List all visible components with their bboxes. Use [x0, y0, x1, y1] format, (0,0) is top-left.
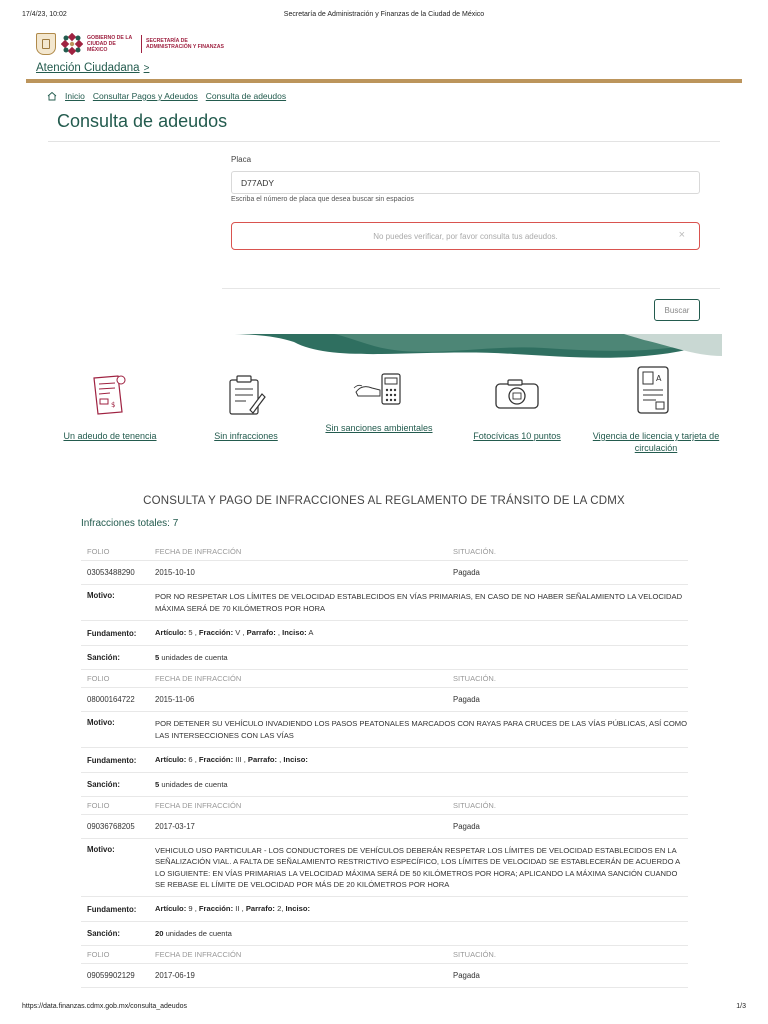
service-label-ambientales[interactable]: Sin sanciones ambientales	[325, 423, 433, 433]
motivo-label: Motivo:	[87, 718, 115, 727]
car-smog-icon	[352, 368, 412, 410]
fundamento-label: Fundamento:	[87, 628, 137, 638]
col-folio: FOLIO	[87, 801, 110, 810]
breadcrumb-consultar[interactable]: Consultar Pagos y Adeudos	[92, 91, 198, 101]
service-label-fotocivicas[interactable]: Fotocívicas 10 puntos	[473, 431, 561, 441]
fundamento-row	[81, 621, 688, 646]
service-fotocivicas[interactable]	[452, 366, 582, 456]
logo-divider	[141, 35, 142, 53]
atencion-ciudadana-link[interactable]	[36, 62, 149, 74]
fecha-value: 2017-06-19	[155, 971, 195, 980]
home-icon[interactable]	[47, 91, 57, 101]
motivo-label: Motivo:	[87, 591, 115, 600]
col-situacion: SITUACIÓN.	[453, 674, 496, 683]
motivo-row	[81, 712, 688, 748]
close-icon[interactable]: ×	[678, 229, 685, 241]
motivo-value: VEHICULO USO PARTICULAR - LOS CONDUCTORES DE VEHÍCULOS DEBERÁN RESPETAR LOS LÍMITES DE VELOCIDAD ESTABLECIDOS EN LA SEÑALIZACIÓN VIAL. A FALTA DE SEÑALAMIENTO RESTRICTIVO ESPECÍFICO, LOS LÍMITES DE VELOCIDAD SE ESTABLECERÁN DE ACUERDO A LO SIGUIENTE: EN VÍAS PRIMARIAS LA VELOCIDAD MÁXIMA SERÁ DE 50 KILÓMETROS POR HORA; APLICANDO LA MÁXIMA SANCIÓN CUANDO SE REBASE EL LÍMITE DE VELOCIDAD POR MÁS DE 20 KILÓMETROS POR HORA	[155, 845, 680, 889]
col-folio: FOLIO	[87, 547, 110, 556]
sancion-row	[81, 922, 688, 946]
site-logo[interactable]	[36, 31, 226, 57]
chevron-right-icon: >	[143, 62, 150, 74]
situacion-value: Pagada	[453, 568, 480, 577]
placa-label: Placa	[231, 155, 252, 164]
title-divider	[48, 141, 720, 142]
service-label-infracciones[interactable]: Sin infracciones	[214, 431, 278, 441]
motivo-row	[81, 585, 688, 621]
sancion-row	[81, 773, 688, 797]
print-url: https://data.finanzas.cdmx.gob.mx/consulta_adeudos	[22, 1003, 187, 1010]
col-situacion: SITUACIÓN.	[453, 801, 496, 810]
header-gold-bar	[26, 79, 742, 83]
col-fecha: FECHA DE INFRACCIÓN	[155, 674, 242, 683]
sancion-value: 20 unidades de cuenta	[155, 928, 232, 938]
table-header	[81, 543, 688, 561]
service-infracciones[interactable]	[186, 366, 306, 456]
fundamento-label: Fundamento:	[87, 755, 137, 765]
placa-help-text: Escriba el número de placa que desea buscar sin espacios	[231, 196, 414, 203]
folio-value: 08000164722	[87, 695, 135, 704]
svg-text:A: A	[656, 374, 662, 383]
form-divider	[222, 288, 720, 289]
motivo-value: POR DETENER SU VEHÍCULO INVADIENDO LOS PASOS PEATONALES MARCADOS CON RAYAS PARA CRUCES DE LAS VÍAS PÚBLICAS, ASÍ COMO LAS INTERSECCIONES CON LAS VÍAS	[155, 719, 687, 740]
col-folio: FOLIO	[87, 674, 110, 683]
section-title: CONSULTA Y PAGO DE INFRACCIONES AL REGLAMENTO DE TRÁNSITO DE LA CDMX	[143, 495, 625, 507]
motivo-row	[81, 839, 688, 897]
cdmx-flower-logo-icon	[61, 33, 83, 55]
col-folio: FOLIO	[87, 950, 110, 959]
service-shortcuts	[48, 366, 720, 456]
motivo-label: Motivo:	[87, 845, 115, 854]
folio-value: 03053488290	[87, 568, 135, 577]
infractions-table	[81, 543, 688, 988]
receipt-icon	[88, 374, 128, 418]
col-situacion: SITUACIÓN.	[453, 547, 496, 556]
service-ambientales[interactable]	[316, 366, 442, 456]
placa-input[interactable]	[231, 171, 700, 194]
sancion-row	[81, 646, 688, 670]
situacion-value: Pagada	[453, 971, 480, 980]
license-card-icon	[636, 366, 670, 414]
sancion-label: Sanción:	[87, 929, 120, 938]
service-licencia[interactable]	[592, 366, 720, 456]
breadcrumb	[47, 91, 286, 101]
breadcrumb-home[interactable]: Inicio	[65, 91, 85, 101]
situacion-value: Pagada	[453, 822, 480, 831]
clipboard-pen-icon	[224, 372, 268, 418]
motivo-value: POR NO RESPETAR LOS LÍMITES DE VELOCIDAD ESTABLECIDOS EN VÍAS PRIMARIAS, EN CASO DE NO HABER SEÑALAMIENTO LA VELOCIDAD MÁXIMA SERÁ DE 70 KILÓMETROS POR HORA	[155, 592, 683, 613]
fecha-value: 2015-10-10	[155, 568, 195, 577]
fundamento-label: Fundamento:	[87, 904, 137, 914]
fundamento-value: Artículo: 6 , Fracción: III , Parrafo: , Inciso:	[155, 755, 308, 765]
print-header	[22, 11, 746, 23]
col-fecha: FECHA DE INFRACCIÓN	[155, 801, 242, 810]
print-title: Secretaría de Administración y Finanzas de la Ciudad de México	[283, 11, 485, 18]
sancion-value: 5 unidades de cuenta	[155, 779, 228, 789]
page-title: Consulta de adeudos	[57, 111, 228, 131]
sancion-label: Sanción:	[87, 780, 120, 789]
alert-message: No puedes verificar, por favor consulta tus adeudos.	[373, 231, 558, 241]
service-label-tenencia[interactable]: Un adeudo de tenencia	[63, 431, 157, 441]
table-header	[81, 797, 688, 815]
table-row	[81, 688, 688, 712]
error-alert	[231, 222, 700, 250]
col-situacion: SITUACIÓN.	[453, 950, 496, 959]
col-fecha: FECHA DE INFRACCIÓN	[155, 547, 242, 556]
decorative-wave	[184, 334, 722, 366]
fecha-value: 2015-11-06	[155, 695, 195, 704]
sancion-value: 5 unidades de cuenta	[155, 652, 228, 662]
logo-text-secretaria: SECRETARÍA DE ADMINISTRACIÓN Y FINANZAS	[146, 38, 224, 50]
print-page-number: 1/3	[736, 1003, 746, 1010]
folio-value: 09059902129	[87, 971, 135, 980]
sancion-label: Sanción:	[87, 653, 120, 662]
table-row	[81, 815, 688, 839]
total-infracciones: Infracciones totales: 7	[81, 518, 179, 529]
breadcrumb-current[interactable]: Consulta de adeudos	[205, 91, 287, 101]
fundamento-value: Artículo: 9 , Fracción: II , Parrafo: 2, Inciso:	[155, 904, 311, 914]
fundamento-row	[81, 897, 688, 922]
service-tenencia[interactable]	[48, 366, 172, 456]
fundamento-value: Artículo: 5 , Fracción: V , Parrafo: , Inciso: A	[155, 628, 314, 638]
fecha-value: 2017-03-17	[155, 822, 195, 831]
atencion-label: Atención Ciudadana	[36, 62, 140, 74]
svg-text:$: $	[111, 401, 116, 409]
logo-text-gobierno: GOBIERNO DE LA CIUDAD DE MÉXICO	[87, 35, 133, 53]
situacion-value: Pagada	[453, 695, 480, 704]
service-label-licencia[interactable]: Vigencia de licencia y tarjeta de circulación	[592, 431, 720, 453]
col-fecha: FECHA DE INFRACCIÓN	[155, 950, 242, 959]
cdmx-seal-icon	[36, 33, 56, 55]
buscar-button[interactable]: Buscar	[654, 299, 700, 321]
table-row	[81, 561, 688, 585]
folio-value: 09036768205	[87, 822, 135, 831]
camera-icon	[494, 378, 540, 410]
fundamento-row	[81, 748, 688, 773]
table-row	[81, 964, 688, 988]
table-header	[81, 670, 688, 688]
table-header	[81, 946, 688, 964]
print-datetime: 17/4/23, 10:02	[22, 11, 67, 18]
